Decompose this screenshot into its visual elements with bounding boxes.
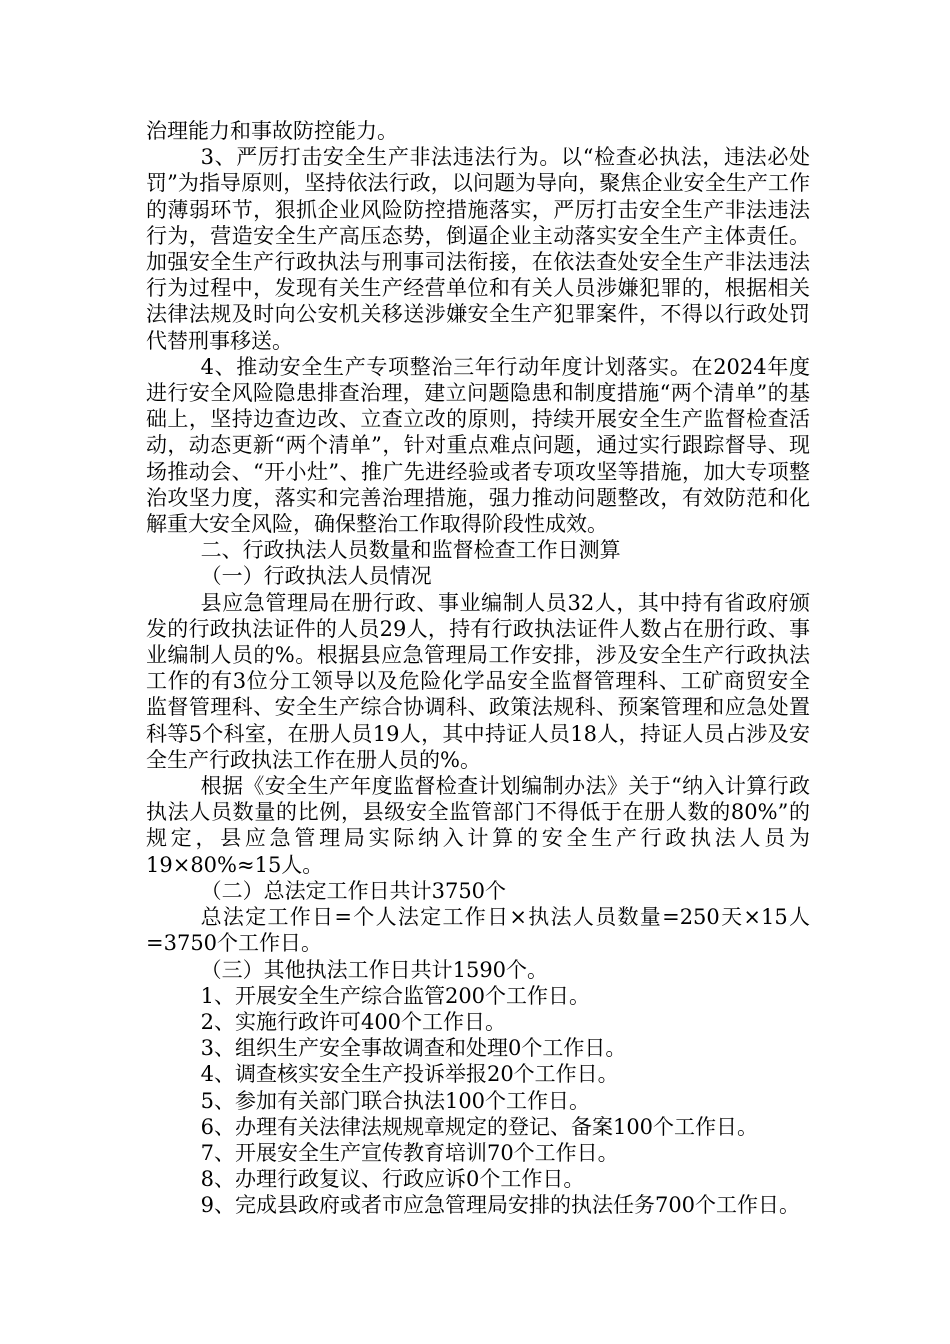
list-item: 3、组织生产安全事故调查和处理0个工作日。 xyxy=(200,1036,627,1061)
list-item: 7、开展安全生产宣传教育培训70个工作日。 xyxy=(200,1140,619,1165)
paragraph-item-4: 4、推动安全生产专项整治三年行动年度计划落实。在2024年度进行安全风险隐患排查治理，建立问题隐患和制度措施“两个清单”的基础上，坚持边查边改、立查立改的原则，持续开展安全生产监督检查活动，动态更新“两个清单”，针对重点难点问题，通过实行跟踪督导、现场推动会、“开小灶”、推广先进经验或者专项攻坚等措施，加大专项整治攻坚力度，落实和完善治理措施，强力推动问题整改，有效防范和化解重大安全风险，确保整治工作取得阶段性成效。 xyxy=(146,354,810,537)
subsection-heading-2: （二）总法定工作日共计3750个 xyxy=(200,878,507,903)
subsection-heading-3: （三）其他执法工作日共计1590个。 xyxy=(200,957,549,982)
list-item: 5、参加有关部门联合执法100个工作日。 xyxy=(200,1088,591,1113)
document-body xyxy=(146,118,810,1219)
list-item: 8、办理行政复议、行政应诉0个工作日。 xyxy=(200,1167,585,1192)
paragraph-item-3: 3、严厉打击安全生产非法违法行为。以“检查必执法，违法必处罚”为指导原则，坚持依法行政，以问题为导向，聚焦企业安全生产工作的薄弱环节，狠抓企业风险防控措施落实，严厉打击安全生产非法违法行为，营造安全生产高压态势，倒逼企业主动落实安全生产主体责任。加强安全生产行政执法与刑事司法衔接，在依法查处安全生产非法违法行为过程中，发现有关生产经营单位和有关人员涉嫌犯罪的，根据相关法律法规及时向公安机关移送涉嫌安全生产犯罪案件，不得以行政处罚代替刑事移送。 xyxy=(146,145,810,353)
paragraph-staff-calculation: 根据《安全生产年度监督检查计划编制办法》关于“纳入计算行政执法人员数量的比例，县级安全监管部门不得低于在册人数的80%”的规定，县应急管理局实际纳入计算的安全生产行政执法人员为19×80%≈15人。 xyxy=(146,774,810,877)
list-item: 2、实施行政许可400个工作日。 xyxy=(200,1009,507,1034)
list-item: 1、开展安全生产综合监管200个工作日。 xyxy=(200,983,591,1008)
list-item: 4、调查核实安全生产投诉举报20个工作日。 xyxy=(200,1062,619,1087)
list-item: 9、完成县政府或者市应急管理局安排的执法任务700个工作日。 xyxy=(200,1193,801,1218)
paragraph-continuation: 治理能力和事故防控能力。 xyxy=(146,119,398,143)
paragraph-staff-overview: 县应急管理局在册行政、事业编制人员32人，其中持有省政府颁发的行政执法证件的人员29人，持有行政执法证件人数占在册行政、事业编制人员的%。根据县应急管理局工作安排，涉及安全生产行政执法工作的有3位分工领导以及危险化学品安全监督管理科、工矿商贸安全监督管理科、安全生产综合协调科、政策法规科、预案管理和应急处置科等5个科室，在册人员19人，其中持证人员18人，持证人员占涉及安全生产行政执法工作在册人员的%。 xyxy=(146,590,810,772)
subsection-heading-1: （一）行政执法人员情况 xyxy=(200,564,432,589)
list-item: 6、办理有关法律法规规章规定的登记、备案100个工作日。 xyxy=(200,1114,759,1139)
paragraph-workday-formula: 总法定工作日=个人法定工作日×执法人员数量=250天×15人=3750个工作日。 xyxy=(146,905,810,956)
section-heading-2: 二、行政执法人员数量和监督检查工作日测算 xyxy=(200,538,621,563)
